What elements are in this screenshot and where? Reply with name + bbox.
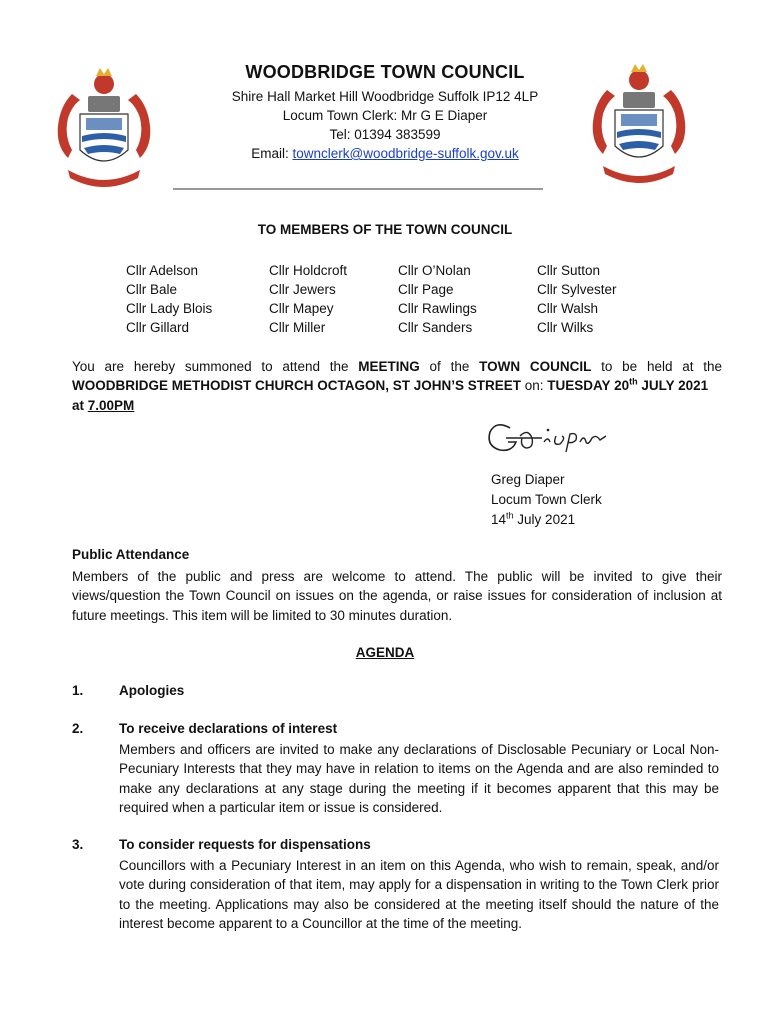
councillor-column — [126, 261, 212, 337]
members-title: TO MEMBERS OF THE TOWN COUNCIL — [257, 222, 513, 237]
header-divider — [173, 188, 543, 190]
clerk-signoff — [491, 470, 602, 530]
agenda-item-number: 1. — [72, 683, 84, 698]
clerk-role: Locum Town Clerk — [491, 492, 602, 507]
telephone: Tel: 01394 383599 — [329, 127, 441, 142]
councillor-name: Cllr Sanders — [398, 320, 473, 335]
meeting-date-month: JULY 2021 — [637, 378, 709, 394]
summons-paragraph — [72, 357, 722, 415]
councillor-column — [269, 261, 347, 337]
agenda-item-title: To consider requests for dispensations — [119, 837, 371, 852]
councillor-column — [537, 261, 617, 337]
council-address: Shire Hall Market Hill Woodbridge Suffolk IP12 4LP — [231, 89, 539, 104]
public-attendance-heading: Public Attendance — [72, 547, 190, 562]
signoff-date — [491, 510, 602, 530]
email-link[interactable]: townclerk@woodbridge-suffolk.gov.uk — [292, 146, 519, 161]
agenda-item-title: To receive declarations of interest — [119, 721, 338, 736]
agenda-item-number: 2. — [72, 721, 84, 736]
councillor-name: Cllr Page — [398, 282, 454, 297]
agenda-item-number: 3. — [72, 837, 84, 852]
signoff-date-rest: July 2021 — [513, 512, 576, 527]
summons-meeting: MEETING — [358, 359, 420, 374]
summons-council: TOWN COUNCIL — [479, 359, 592, 374]
councillor-name: Cllr Adelson — [126, 263, 199, 278]
councillor-name: Cllr Wilks — [537, 320, 594, 335]
councillor-name: Cllr Mapey — [269, 301, 334, 316]
agenda-item-body: Members and officers are invited to make any declarations of Disclosable Pecuniary or Local Non-Pecuniary Interests that they may have in relation to items on the Agenda and are also reminded to make any declarations at any stage during the meeting if it becomes apparent that this may be required when a particular item or issue is considered. — [119, 742, 719, 815]
email-label: Email: — [251, 146, 293, 161]
summons-text: You are hereby summoned to attend the — [72, 359, 359, 374]
councillor-name: Cllr Walsh — [537, 301, 599, 316]
councillor-name: Cllr Gillard — [126, 320, 190, 335]
meeting-venue: WOODBRIDGE METHODIST CHURCH OCTAGON, ST JOHN’S STREET — [72, 378, 522, 394]
councillor-name: Cllr Lady Blois — [126, 301, 213, 316]
councillor-name: Cllr Rawlings — [398, 301, 477, 316]
meeting-date-day: TUESDAY 20 — [547, 378, 630, 394]
clerk-line: Locum Town Clerk: Mr G E Diaper — [282, 108, 488, 123]
councillor-name: Cllr Holdcroft — [269, 263, 348, 278]
councillor-column — [398, 261, 477, 337]
councillor-name: Cllr Sutton — [537, 263, 601, 278]
signoff-date-suffix: th — [506, 510, 514, 521]
councillor-name: Cllr Bale — [126, 282, 178, 297]
clerk-signature — [482, 408, 632, 468]
signoff-date-day: 14 — [491, 512, 507, 527]
councillor-name: Cllr Jewers — [269, 282, 336, 297]
summons-text: on: — [521, 378, 548, 394]
public-attendance-body: Members of the public and press are welcome to attend. The public will be invited to give their views/question the Town Council on issues on the agenda, or raise issues for consideration of inclusion at future meetings. This item will be limited to 30 minutes duration. — [72, 569, 722, 623]
councillor-name: Cllr Sylvester — [537, 282, 617, 297]
agenda-heading: AGENDA — [355, 645, 415, 660]
council-title: WOODBRIDGE TOWN COUNCIL — [245, 62, 525, 82]
councillor-list — [0, 261, 770, 341]
agenda-item-title: Apologies — [119, 683, 185, 698]
summons-text: of the — [419, 359, 480, 374]
councillor-name: Cllr O’Nolan — [398, 263, 471, 278]
clerk-name: Greg Diaper — [491, 472, 565, 487]
meeting-date-suffix: th — [629, 376, 638, 387]
email-line — [0, 144, 770, 163]
councillor-name: Cllr Miller — [269, 320, 326, 335]
summons-at: at — [72, 397, 88, 413]
meeting-date — [547, 378, 708, 393]
summons-text: to be held at the — [591, 359, 723, 374]
meeting-time: 7.00PM — [87, 397, 135, 413]
agenda-item-body: Councillors with a Pecuniary Interest in an item on this Agenda, who wish to remain, speak, and/or vote during consideration of that item, may apply for a dispensation in writing to the Town Clerk prior to the meeting. Applications may also be considered at the meeting itself should the nature of the interest become apparent to a Councillor at the time of the meeting. — [119, 858, 719, 931]
